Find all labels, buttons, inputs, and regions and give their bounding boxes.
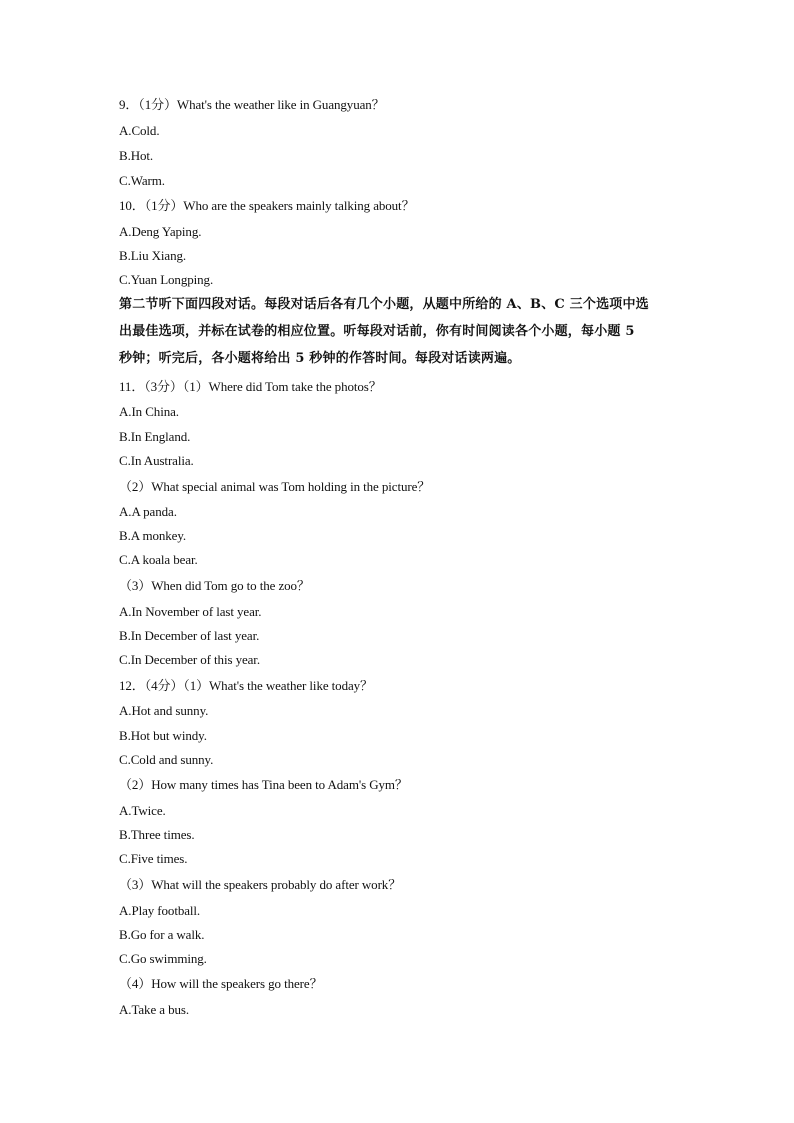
option-12-3-c: C.Go swimming. — [119, 951, 207, 966]
option-11-1-b: B.In England. — [119, 429, 191, 444]
option-9-a: A.Cold. — [119, 123, 160, 138]
option-11-1-a: A.In China. — [119, 404, 179, 419]
section-2-line-1: 第二节听下面四段对话。每段对话后各有几个小题，从题中所给的 A、B、C 三个选项中选 — [119, 297, 649, 312]
question-11-3: （3）When did Tom go to the zoo？ — [119, 578, 310, 593]
option-12-2-c: C.Five times. — [119, 851, 188, 866]
option-12-1-b: B.Hot but windy. — [119, 728, 207, 743]
question-11-1: 11．（3分）（1）Where did Tom take the photos？ — [119, 379, 382, 394]
question-11-2: （2）What special animal was Tom holding in the picture？ — [119, 479, 431, 494]
option-12-1-c: C.Cold and sunny. — [119, 752, 214, 767]
option-9-b: B.Hot. — [119, 148, 154, 163]
section-2-line-2: 出最佳选项，并标在试卷的相应位置。听每段对话前，你有时间阅读各个小题，每小题 5 — [119, 324, 635, 339]
question-12-1: 12．（4分）（1）What's the weather like today？ — [119, 678, 373, 693]
question-10: 10．（1分）Who are the speakers mainly talking about？ — [119, 198, 415, 213]
option-12-2-b: B.Three times. — [119, 827, 195, 842]
option-12-3-b: B.Go for a walk. — [119, 927, 205, 942]
option-9-c: C.Warm. — [119, 173, 165, 188]
option-11-1-c: C.In Australia. — [119, 453, 194, 468]
option-11-2-b: B.A monkey. — [119, 528, 187, 543]
option-10-b: B.Liu Xiang. — [119, 248, 187, 263]
question-12-2: （2）How many times has Tina been to Adam's Gym？ — [119, 777, 408, 792]
option-10-c: C.Yuan Longping. — [119, 272, 214, 287]
option-12-3-a: A.Play football. — [119, 903, 201, 918]
question-12-4: （4）How will the speakers go there？ — [119, 976, 323, 991]
option-12-2-a: A.Twice. — [119, 803, 166, 818]
question-12-3: （3）What will the speakers probably do after work？ — [119, 877, 402, 892]
option-11-3-b: B.In December of last year. — [119, 628, 260, 643]
option-10-a: A.Deng Yaping. — [119, 224, 202, 239]
option-11-3-c: C.In December of this year. — [119, 652, 260, 667]
option-11-2-a: A.A panda. — [119, 504, 177, 519]
section-2-line-3: 秒钟；听完后，各小题将给出 5 秒钟的作答时间。每段对话读两遍。 — [119, 351, 521, 366]
option-12-1-a: A.Hot and sunny. — [119, 703, 209, 718]
question-9: 9．（1分）What's the weather like in Guangyuan？ — [119, 97, 385, 112]
option-11-2-c: C.A koala bear. — [119, 552, 198, 567]
option-12-4-a: A.Take a bus. — [119, 1002, 189, 1017]
option-11-3-a: A.In November of last year. — [119, 604, 262, 619]
